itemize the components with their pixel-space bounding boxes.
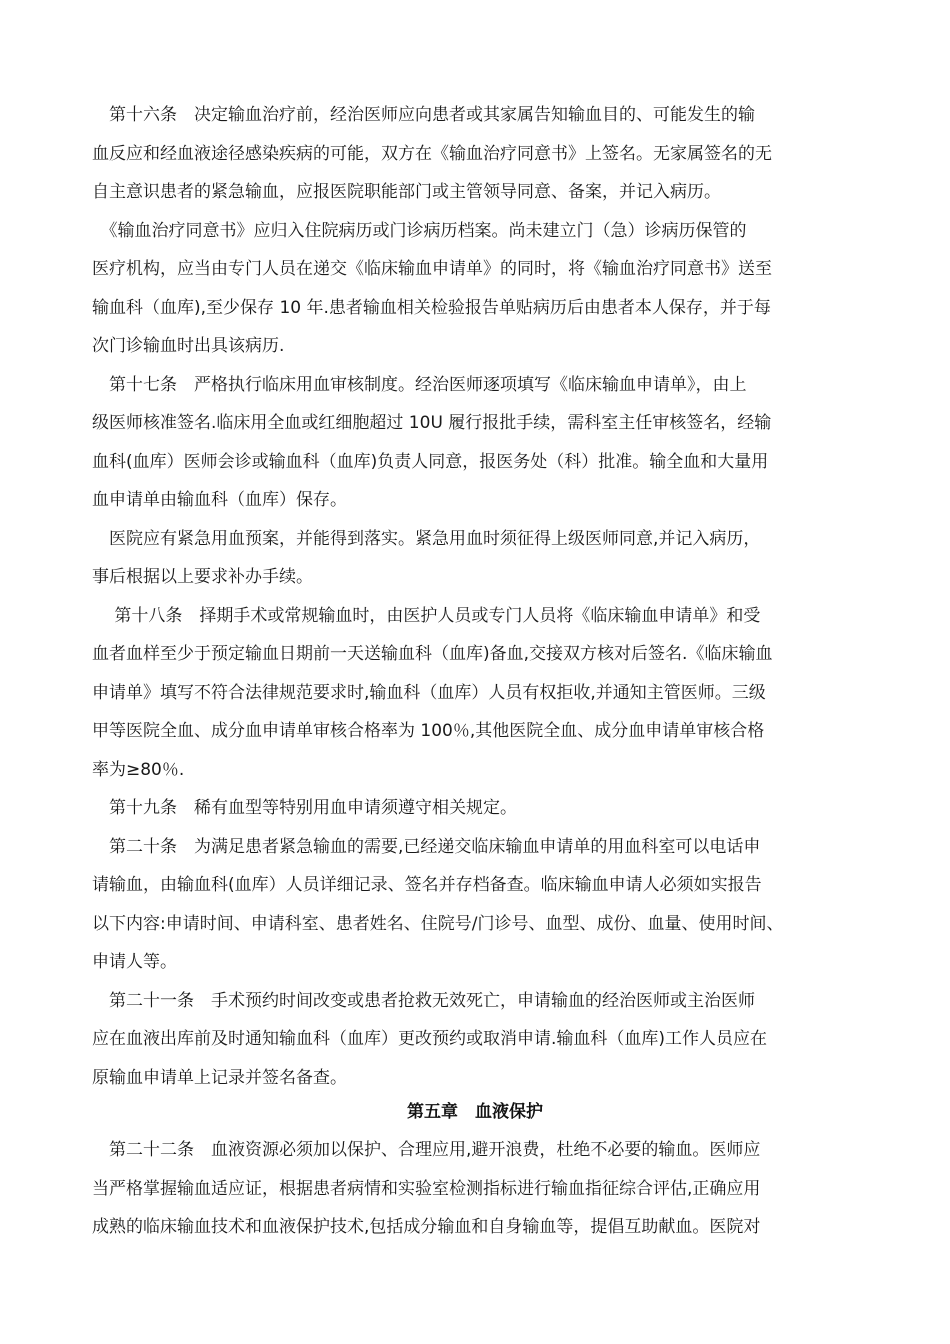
text-line: 血者血样至少于预定输血日期前一天送输血科（血库)备血,交接双方核对后签名.《临床输血 xyxy=(92,644,773,664)
text-line: 第二十一条 手术预约时间改变或患者抢救无效死亡，申请输血的经治医师或主治医师 xyxy=(92,991,755,1011)
text-line: 级医师核准签名.临床用全血或红细胞超过 10U 履行报批手续，需科室主任审核签名，经输 xyxy=(92,413,772,433)
text-line: 血反应和经血液途径感染疾病的可能，双方在《输血治疗同意书》上签名。无家属签名的无 xyxy=(92,144,772,164)
text-line: 申请单》填写不符合法律规范要求时,输血科（血库）人员有权拒收,并通知主管医师。三级 xyxy=(92,683,766,703)
text-line: 第十八条 择期手术或常规输血时，由医护人员或专门人员将《临床输血申请单》和受 xyxy=(92,606,761,626)
text-line: 第十六条 决定输血治疗前，经治医师应向患者或其家属告知输血目的、可能发生的输 xyxy=(92,105,755,125)
text-line: 申请人等。 xyxy=(92,952,177,972)
text-line: 次门诊输血时出具该病历. xyxy=(92,336,285,356)
text-line: 事后根据以上要求补办手续。 xyxy=(92,567,313,587)
text-line: 率为≥80％. xyxy=(92,760,185,780)
text-line: 医院应有紧急用血预案，并能得到落实。紧急用血时须征得上级医师同意,并记入病历， xyxy=(92,529,761,549)
text-line: 血申请单由输血科（血库）保存。 xyxy=(92,490,347,510)
text-line: 《输血治疗同意书》应归入住院病历或门诊病历档案。尚未建立门（急）诊病历保管的 xyxy=(92,221,747,241)
text-line: 医疗机构，应当由专门人员在递交《临床输血申请单》的同时，将《输血治疗同意书》送至 xyxy=(92,259,772,279)
text-line: 原输血申请单上记录并签名备查。 xyxy=(92,1068,347,1088)
text-line: 应在血液出库前及时通知输血科（血库）更改预约或取消申请.输血科（血库)工作人员应在 xyxy=(92,1029,768,1049)
text-line: 甲等医院全血、成分血申请单审核合格率为 100％,其他医院全血、成分血申请单审核合格 xyxy=(92,721,765,741)
text-line: 自主意识患者的紧急输血，应报医院职能部门或主管领导同意、备案，并记入病历。 xyxy=(92,182,721,202)
text-line: 输血科（血库),至少保存 10 年.患者输血相关检验报告单贴病历后由患者本人保存，并于每 xyxy=(92,298,771,318)
text-line: 第二十条 为满足患者紧急输血的需要,已经递交临床输血申请单的用血科室可以电话申 xyxy=(92,837,761,857)
text-line: 第二十二条 血液资源必须加以保护、合理应用,避开浪费，杜绝不必要的输血。医师应 xyxy=(92,1140,761,1160)
text-line: 以下内容:申请时间、申请科室、患者姓名、住院号/门诊号、血型、成份、血量、使用时间、 xyxy=(92,914,784,934)
text-line: 血科(血库）医师会诊或输血科（血库)负责人同意，报医务处（科）批准。输全血和大量用 xyxy=(92,452,769,472)
text-line: 成熟的临床输血技术和血液保护技术,包括成分输血和自身输血等，提倡互助献血。医院对 xyxy=(92,1217,761,1237)
text-line: 第十七条 严格执行临床用血审核制度。经治医师逐项填写《临床输血申请单》，由上 xyxy=(92,375,747,395)
text-line: 第十九条 稀有血型等特别用血申请须遵守相关规定。 xyxy=(92,798,517,818)
text-line: 当严格掌握输血适应证，根据患者病情和实验室检测指标进行输血指征综合评估,正确应用 xyxy=(92,1179,761,1199)
text-line: 请输血，由输血科(血库）人员详细记录、签名并存档备查。临床输血申请人必须如实报告 xyxy=(92,875,762,895)
chapter-heading: 第五章 血液保护 xyxy=(407,1102,543,1122)
